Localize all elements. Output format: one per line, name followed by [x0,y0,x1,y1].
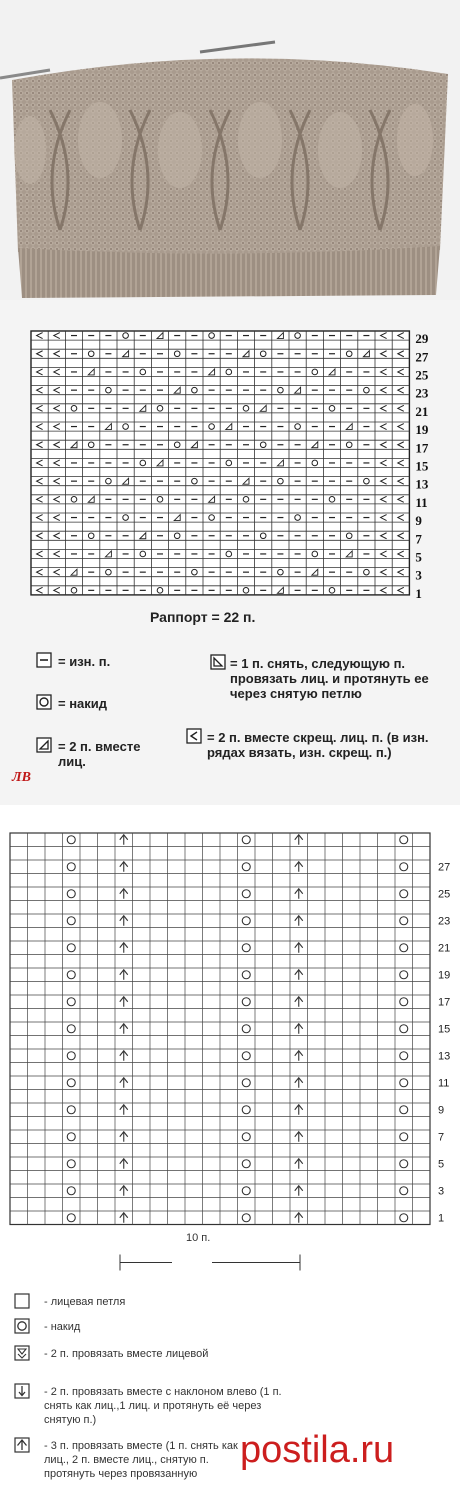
chart-2-row-number: 5 [438,1158,445,1171]
knit-square-icon [14,1293,30,1309]
legend-yarn-over-2: - накид [44,1321,81,1333]
chart-2-row-number: 11 [438,1077,450,1090]
chart-1-row-number: 7 [415,531,422,547]
postila-watermark: postila.ru [240,1429,395,1471]
legend-yarn-over: = накид [58,696,108,711]
chart-1-row-number: 29 [415,331,429,347]
chart-2-row-number: 21 [438,942,451,955]
chart-1-row-number: 25 [415,367,429,383]
chart-1-row-number: 9 [415,513,422,529]
k2tog-triangle-icon [36,737,52,753]
yarn-over-circle-icon-2 [14,1318,30,1334]
twisted-k2tog-icon [186,728,202,744]
legend-knit: - лицевая петля [44,1296,126,1308]
chart-1-row-number: 3 [415,567,422,583]
knitted-sample-photo [0,0,460,300]
chart-2-row-number: 27 [438,861,451,874]
ssk-arrow-icon [14,1383,30,1399]
chart-2-grid [0,805,460,1280]
chart-2-row-number: 3 [438,1185,445,1198]
chart-1-row-number: 11 [415,494,428,510]
yarn-over-circle-icon [36,694,52,710]
chart-1-row-number: 13 [415,476,429,492]
cdd-icon [14,1437,30,1453]
legend-skpo: = 1 п. снять, следующую п. провязать лиц. и протянуть ее через снятую петлю [230,656,429,701]
knitting-chart-1 [0,300,460,805]
legend-ssk: - 2 п. провязать вместе с наклоном влево (1 п. снять как лиц.,1 лиц. и протянуть её через снятую п.) [44,1386,282,1426]
chart-1-row-number: 1 [415,585,422,601]
legend-cdd: - 3 п. провязать вместе (1 п. снять как лиц., 2 п. вместе лиц., снятую п. протянуть через провязанную [44,1440,238,1480]
legend-twisted-k2tog: = 2 п. вместе скрещ. лиц. п. (в изн. рядах вязать, изн. скрещ. п.) [207,730,429,760]
chart-2-row-number: 17 [438,996,451,1009]
chart-2-row-number: 9 [438,1104,445,1117]
chart-2-row-number: 19 [438,969,451,982]
chart-1-row-number: 23 [415,385,429,401]
chart-1-watermark: ЛВ [12,770,31,785]
chart-2-row-number: 7 [438,1131,445,1144]
skpo-triangle-icon [210,654,226,670]
purl-dash-icon [36,652,52,668]
knitting-chart-2 [0,805,460,1495]
chart-1-repeat-label: Раппорт = 22 п. [150,609,256,625]
chart-1-row-number: 15 [415,458,429,474]
chart-1-row-number: 17 [415,440,429,456]
chart-1-row-number: 19 [415,422,429,438]
legend-k2tog-2: - 2 п. провязать вместе лицевой [44,1348,209,1360]
ribbing-band [18,246,440,298]
knitted-fabric [12,58,448,256]
chart-2-row-number: 1 [438,1212,445,1225]
chart-2-row-number: 15 [438,1023,451,1036]
chart-2-row-number: 23 [438,915,451,928]
chart-1-row-number: 21 [415,403,429,419]
chart-1-row-number: 5 [415,549,422,565]
chart-2-row-number: 13 [438,1050,451,1063]
legend-purl: = изн. п. [58,654,111,669]
knitted-sample-illustration [0,0,460,300]
chart-1-grid [0,300,460,605]
chart-2-row-number: 25 [438,888,451,901]
chart-2-repeat-label: 10 п. [186,1232,211,1244]
k2tog-icon [14,1345,30,1361]
legend-k2tog: = 2 п. вместе лиц. [58,739,141,769]
chart-1-row-number: 27 [415,349,429,365]
